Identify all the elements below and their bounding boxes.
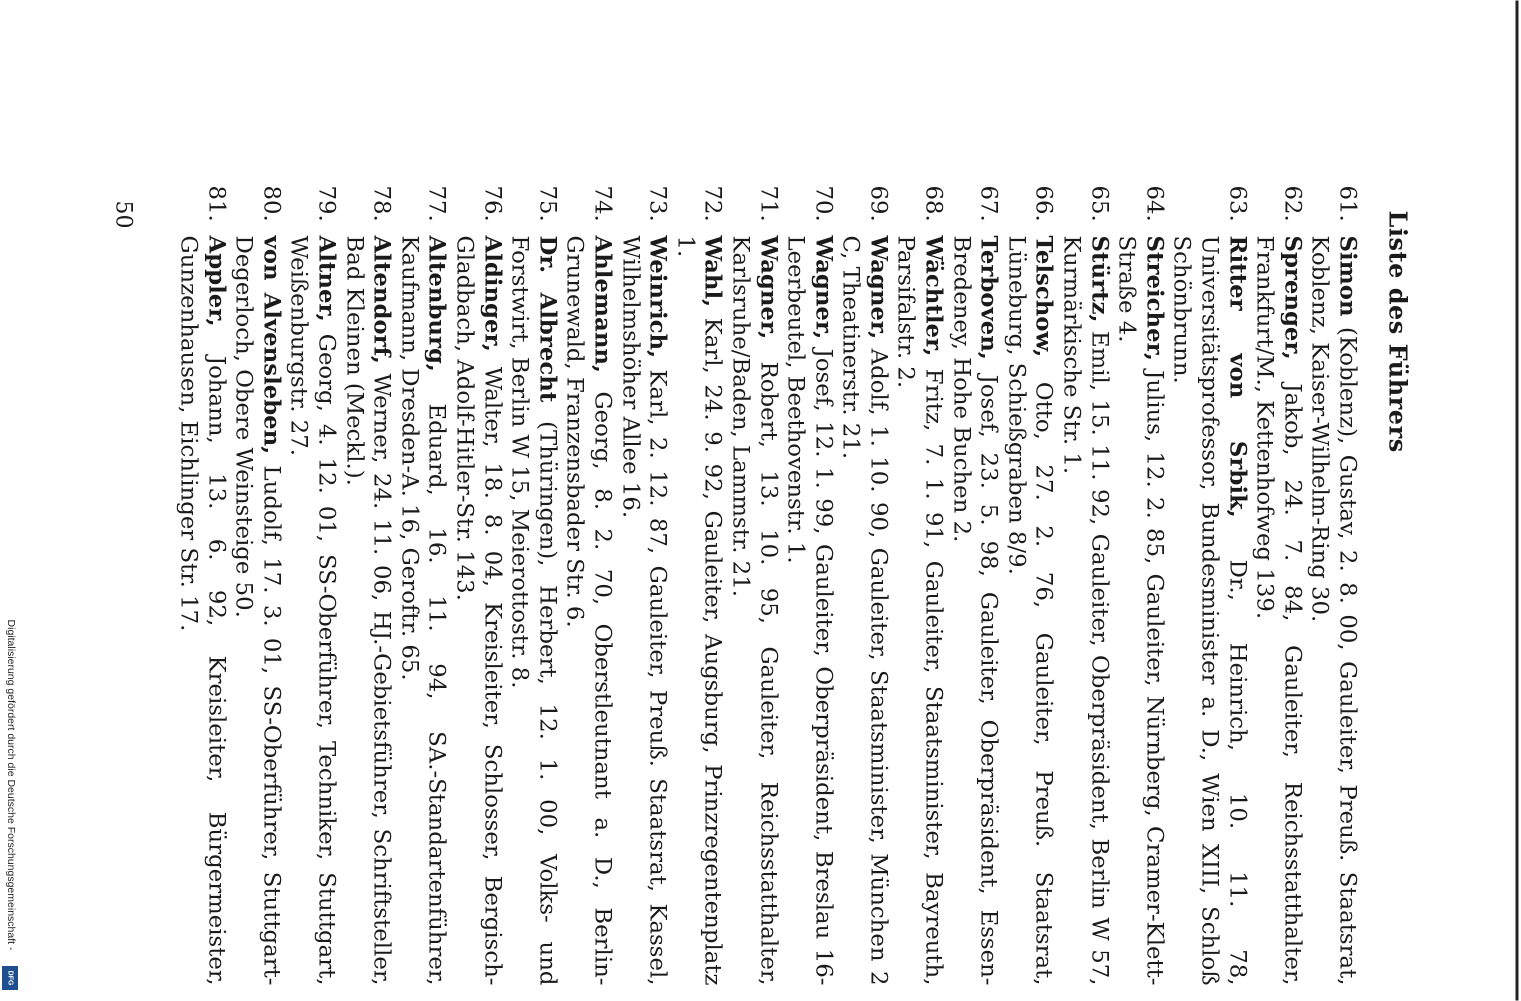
entry-details: Eduard, 16. 11. 94, SA.-Standartenführer, Kaufmann, Dresden-A. 16, Geroftr. 65. — [396, 235, 450, 986]
entry-details: Johann, 13. 6. 92, Kreisleiter, Bürgermeister, Gunzenhausen, Eichlinger Str. 17. — [175, 235, 230, 986]
entry-details: Jakob, 24. 7. 84, Gauleiter, Reichsstatthalter, Frankfurt/M., Kettenhofweg 139. — [1251, 235, 1306, 986]
list-entry — [340, 186, 395, 986]
list-entry — [726, 186, 781, 986]
digitization-credit — [0, 0, 22, 1000]
entry-name: Aldinger, — [479, 235, 506, 352]
page-edge-rule — [1516, 1, 1519, 1001]
list-entry — [450, 186, 505, 986]
list-entry — [947, 186, 1002, 986]
list-entry — [1250, 186, 1305, 986]
dfg-logo-text: DFG — [6, 970, 14, 986]
entry-details: Julius, 12. 2. 85, Gauleiter, Nürnberg, Cramer-Klett-Straße 4. — [1113, 235, 1168, 986]
list-entry — [671, 186, 726, 986]
list-entry — [560, 186, 615, 986]
page-number: 50 — [110, 200, 136, 229]
entry-name: Wagner, — [810, 235, 837, 340]
entry-name: Altenburg, — [423, 235, 450, 372]
entry-details: Karl, 2. 12. 87, Gauleiter, Preuß. Staatsrat, Kassel, Wilhelmshöher Allee 16. — [617, 235, 671, 986]
entry-name: Telschow, — [1030, 235, 1057, 358]
entry-name: Simon — [1334, 235, 1361, 317]
entry-number: 78. — [368, 185, 395, 222]
entry-name: Altendorf, — [368, 235, 395, 364]
entry-details: Josef, 23. 5. 98, Gauleiter, Oberpräsident, Essen-Bredeney, Hohe Buchen 2. — [948, 235, 1002, 986]
entry-name: Sprenger, — [1279, 235, 1306, 360]
entry-details: Werner, 24. 11. 06, HJ.-Gebietsführer, Schriftsteller, Bad Kleinen (Meckl.). — [341, 235, 395, 986]
entry-details: Adolf, 1. 10. 90, Gauleiter, Staatsminister, München 2 C, Theatinerstr. 21. — [837, 235, 892, 986]
entry-number: 81. — [203, 185, 230, 222]
entry-details: Josef, 12. 1. 99, Gauleiter, Oberpräsident, Breslau 16-Leerbeutel, Beethovenstr. 1. — [782, 235, 837, 986]
entry-name: Wahl, — [699, 235, 726, 308]
credit-text: Digitalisierung gefördert durch die Deutsche Forschungsgemeinschaft - — [5, 619, 17, 951]
entry-details: Emil, 15. 11. 92, Gauleiter, Oberpräsident, Berlin W 57, Kurmärkische Str. 1. — [1058, 235, 1113, 986]
entry-name: Stürtz, — [1086, 235, 1113, 323]
list-entry — [1112, 186, 1167, 986]
list-entry — [781, 186, 836, 986]
list-entry — [836, 186, 891, 986]
entry-name: Ahlemann, — [589, 235, 616, 373]
entry-name: Wächtler, — [920, 235, 947, 357]
entry-number: 79. — [313, 185, 340, 222]
entry-name: Terboven, — [975, 235, 1002, 360]
list-entry — [229, 186, 284, 986]
entry-number: 64. — [1141, 185, 1168, 222]
list-entry — [1057, 186, 1112, 986]
entry-name: Wagner, — [865, 235, 892, 340]
entry-details: Dr., Heinrich, 10. 11. 78, Universitätsprofessor, Bundesminister a. D., Wien XIII, Schloß Schönbrunn. — [1168, 235, 1251, 986]
list-entry — [1002, 186, 1057, 986]
entry-number: 72. — [699, 185, 726, 222]
list-entry — [615, 186, 670, 986]
entry-number: 77. — [423, 185, 450, 222]
entry-name: Appler, — [203, 235, 230, 327]
entry-details: (Thüringen), Herbert, 12. 1. 00, Volks- und Forstwirt, Berlin W 15, Meierottostr. 8. — [506, 235, 561, 986]
entry-name: von Alvensleben, — [258, 235, 285, 455]
entry-details: Georg, 4. 12. 01, SS-Oberführer, Techniker, Stuttgart, Weißenburgstr. 27. — [285, 235, 340, 986]
entry-number: 61. — [1334, 185, 1361, 222]
entry-number: 70. — [810, 185, 837, 222]
entry-number: 66. — [1030, 185, 1057, 222]
entry-number: 68. — [920, 185, 947, 222]
entry-name: Dr. Albrecht — [534, 235, 561, 403]
entry-details: Georg, 8. 2. 70, Oberstleutnant a. D., Berlin-Grunewald, Franzensbader Str. 6. — [561, 235, 616, 986]
list-entry — [891, 186, 946, 986]
entry-details: Walter, 18. 8. 04, Kreisleiter, Schlosser, Bergisch-Gladbach, Adolf-Hitler-Str. 143. — [451, 235, 506, 986]
entry-details: Karl, 24. 9. 92, Gauleiter, Augsburg, Prinzregentenplatz 1. — [672, 235, 726, 986]
entry-details: (Koblenz), Gustav, 2. 8. 00, Gauleiter, Preuß. Staatsrat, Koblenz, Kaiser-Wilhelm-Ring 30. — [1306, 235, 1361, 986]
list-entry — [505, 186, 560, 986]
entry-name: Ritter von Srbik, — [1224, 235, 1251, 518]
entry-details: Fritz, 7. 1. 91, Gauleiter, Staatsminister, Bayreuth, Parsifalstr. 2. — [893, 235, 947, 986]
entry-list — [174, 186, 1361, 986]
entry-number: 63. — [1224, 185, 1251, 222]
entry-number: 62. — [1279, 185, 1306, 222]
entry-number: 80. — [258, 185, 285, 222]
entry-details: Robert, 13. 10. 95, Gauleiter, Reichsstatthalter, Karlsruhe/Baden, Lammstr. 21. — [727, 235, 782, 986]
page-heading: Liste des Führers — [1383, 210, 1413, 453]
entry-number: 75. — [534, 185, 561, 222]
entry-number: 73. — [644, 185, 671, 222]
entry-name: Weinrich, — [644, 235, 671, 359]
list-entry — [174, 186, 229, 986]
entry-number: 74. — [589, 185, 616, 222]
list-entry — [1305, 186, 1360, 986]
entry-number: 65. — [1086, 185, 1113, 222]
entry-name: Altner, — [313, 235, 340, 322]
entry-number: 67. — [975, 185, 1002, 222]
list-entry — [284, 186, 339, 986]
entry-name: Streicher, — [1141, 235, 1168, 361]
entry-name: Wagner, — [755, 235, 782, 340]
entry-details: Ludolf, 17. 3. 01, SS-Oberführer, Stuttgart-Degerloch, Obere Weinsteige 50. — [230, 235, 285, 986]
dfg-logo — [2, 966, 18, 990]
entry-details: Otto, 27. 2. 76, Gauleiter, Preuß. Staatsrat, Lüneburg, Schießgraben 8/9. — [1003, 235, 1057, 986]
entry-number: 69. — [865, 185, 892, 222]
entry-number: 71. — [755, 185, 782, 222]
scanned-page — [0, 1, 1521, 1001]
list-entry — [395, 186, 450, 986]
list-entry — [1167, 186, 1250, 986]
entry-number: 76. — [479, 185, 506, 222]
